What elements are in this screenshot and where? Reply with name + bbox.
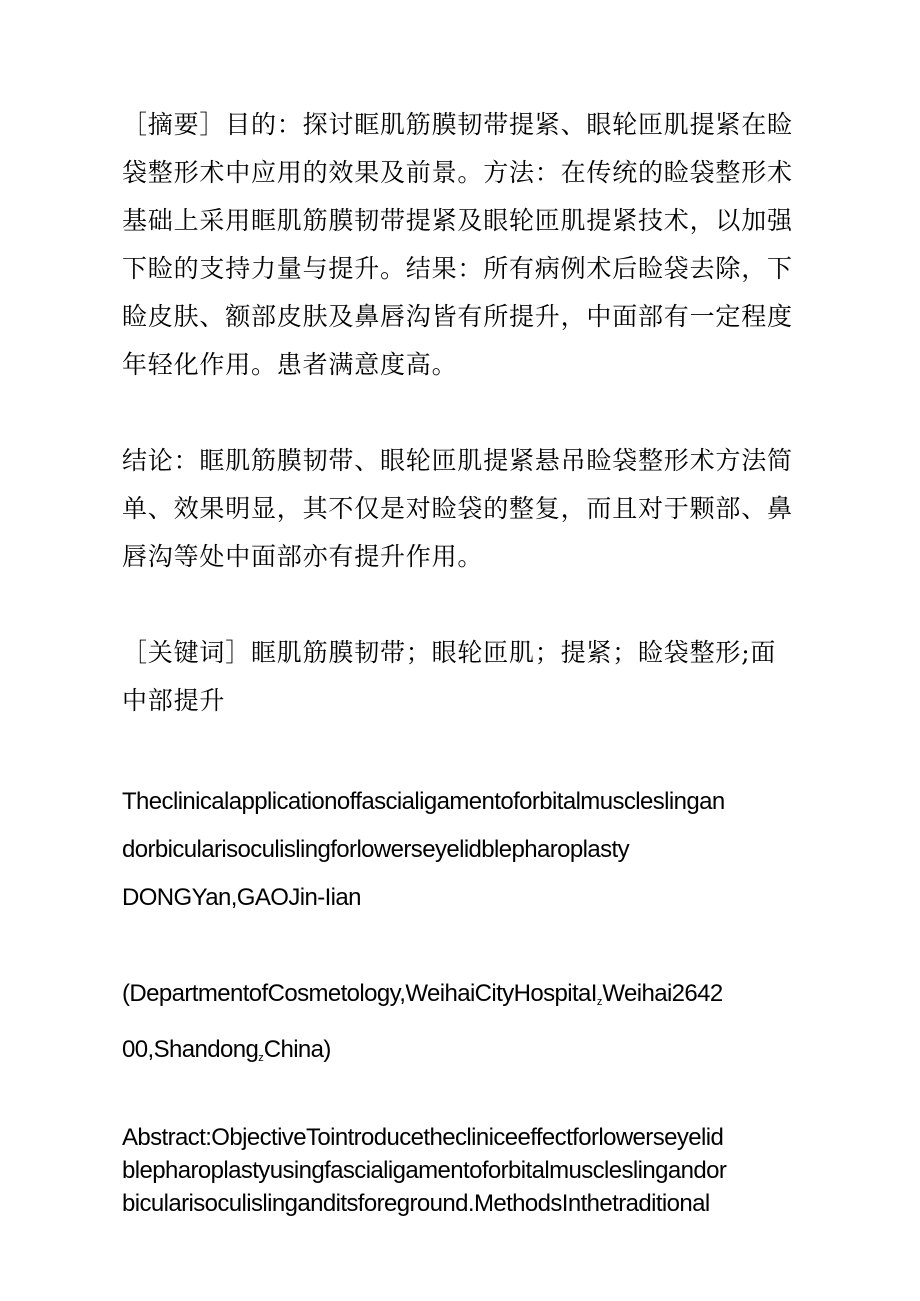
conclusion-line: 单、效果明显，其不仅是对睑袋的整复，而且对于颗部、鼻 bbox=[122, 494, 793, 523]
abstract-line: 基础上采用眶肌筋膜韧带提紧及眼轮匝肌提紧技术，以加强 bbox=[122, 206, 793, 235]
english-abstract-block bbox=[122, 1121, 822, 1220]
keywords-chinese bbox=[122, 629, 812, 725]
conclusion-chinese bbox=[122, 437, 812, 581]
abstract-line: 下睑的支持力量与提升。结果：所有病例术后睑袋去除，下 bbox=[122, 254, 793, 283]
abstract-line: ［摘要］目的：探讨眶肌筋膜韧带提紧、眼轮匝肌提紧在睑 bbox=[122, 110, 793, 139]
keywords-line: 中部提升 bbox=[122, 686, 226, 715]
english-abstract-line: bicularisoculislinganditsforeground.MethodsInthetraditional bbox=[122, 1190, 710, 1217]
keywords-line: ［关键词］眶肌筋膜韧带；眼轮匝肌；提紧；睑袋整形;面 bbox=[122, 638, 777, 667]
abstract-line: 年轻化作用。患者满意度高。 bbox=[122, 350, 458, 379]
abstract-chinese bbox=[122, 101, 812, 389]
english-title-block bbox=[122, 778, 822, 922]
english-abstract-line: blepharoplastyusingfascialigamentoforbitalmuscleslingandor bbox=[122, 1157, 727, 1184]
english-title-line: dorbicularisoculislingforlowerseyelidblepharoplasty bbox=[122, 836, 630, 863]
affiliation-line: (DepartmentofCosmetology,WeihaiCityHospitaI$_z$Weihai2642 bbox=[122, 980, 723, 1008]
abstract-line: 袋整形术中应用的效果及前景。方法：在传统的睑袋整形术 bbox=[122, 158, 793, 187]
author-line: DONGYan,GAOJin-Iian bbox=[122, 884, 361, 911]
affiliation-line: 00,Shandong$_z$China) bbox=[122, 1036, 331, 1064]
conclusion-line: 唇沟等处中面部亦有提升作用。 bbox=[122, 542, 484, 571]
english-title-line: Theclinicalapplicationoffascialigamentoforbitalmuscleslingan bbox=[122, 788, 725, 815]
conclusion-line: 结论：眶肌筋膜韧带、眼轮匝肌提紧悬吊睑袋整形术方法简 bbox=[122, 446, 793, 475]
english-abstract-line: Abstract:ObjectiveTointroducethecliniceeffectforlowerseyelid bbox=[122, 1124, 724, 1151]
affiliation-block bbox=[122, 970, 822, 1082]
abstract-line: 睑皮肤、额部皮肤及鼻唇沟皆有所提升，中面部有一定程度 bbox=[122, 302, 793, 331]
